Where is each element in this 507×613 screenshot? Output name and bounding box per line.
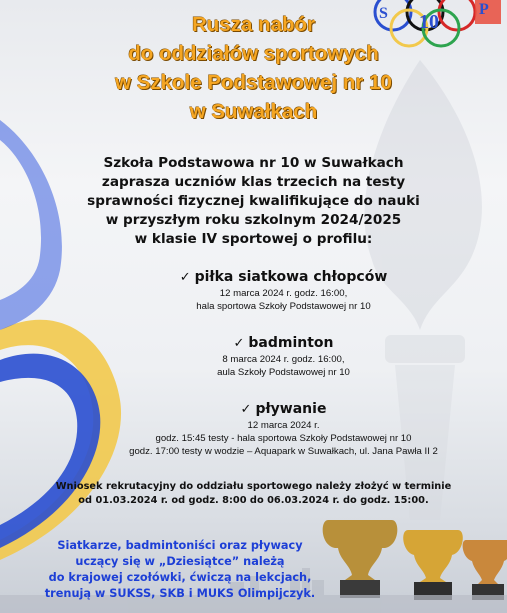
sport-detail-line: 8 marca 2024 r. godz. 16:00, (222, 354, 345, 365)
headline (0, 10, 507, 126)
promo-line: Siatkarze, badmintoniści oraz pływacy (57, 539, 303, 552)
sport-title: badminton (248, 335, 334, 351)
sport-detail-line: aula Szkoły Podstawowej nr 10 (217, 367, 350, 378)
headline-line: Rusza nabór (191, 13, 316, 36)
promo-text (30, 538, 330, 602)
sport-title: piłka siatkowa chłopców (194, 269, 388, 285)
deadline-notice (0, 480, 507, 507)
checkmark-icon: ✓ (179, 270, 191, 285)
logo-letter-p: P (479, 1, 489, 18)
sport-name (60, 400, 507, 419)
sport-detail-line: 12 marca 2024 r. godz. 16:00, (219, 288, 348, 299)
logo-letter-s: S (379, 5, 388, 22)
promo-line: trenują w SUKSS, SKB i MUKS Olimpijczyk. (44, 587, 316, 600)
headline-line: w Szkole Podstawowej nr 10 (115, 71, 392, 94)
sport-name (60, 268, 507, 287)
sport-detail-line: godz. 15:45 testy - hala sportowa Szkoły Podstawowej nr 10 (155, 433, 412, 444)
intro-line: zaprasza uczniów klas trzecich na testy (101, 174, 406, 190)
sport-swimming (60, 400, 507, 458)
intro-line: Szkoła Podstawowa nr 10 w Suwałkach (103, 155, 404, 171)
sport-detail-line: godz. 17:00 testy w wodzie – Aquapark w Suwałkach, ul. Jana Pawła II 2 (129, 446, 438, 457)
intro-line: sprawności fizycznej kwalifikujące do nauki (87, 193, 420, 209)
deadline-line: Wniosek rekrutacyjny do oddziału sportowego należy złożyć w terminie (55, 481, 452, 492)
sport-badminton (60, 334, 507, 379)
sport-title: pływanie (255, 401, 327, 417)
headline-line: do oddziałów sportowych (128, 42, 379, 65)
trophy-icon (323, 520, 507, 600)
sport-name (60, 334, 507, 353)
checkmark-icon: ✓ (240, 402, 252, 417)
promo-line: uczący się w „Dziesiątce” należą (75, 555, 285, 568)
sport-detail-line: hala sportowa Szkoły Podstawowej nr 10 (196, 301, 371, 312)
intro-text (0, 154, 507, 249)
intro-line: w przyszłym roku szkolnym 2024/2025 (105, 212, 402, 228)
deadline-line: od 01.03.2024 r. od godz. 8:00 do 06.03.2024 r. do godz. 15:00. (78, 494, 429, 506)
promo-line: do krajowej czołówki, ćwiczą na lekcjach, (48, 571, 312, 584)
sport-volleyball (60, 268, 507, 313)
checkmark-icon: ✓ (233, 336, 245, 351)
sport-detail-line: 12 marca 2024 r. (247, 420, 320, 431)
logo-number: 10 (419, 11, 439, 33)
intro-line: w klasie IV sportowej o profilu: (134, 231, 373, 247)
headline-line: w Suwałkach (189, 100, 318, 123)
